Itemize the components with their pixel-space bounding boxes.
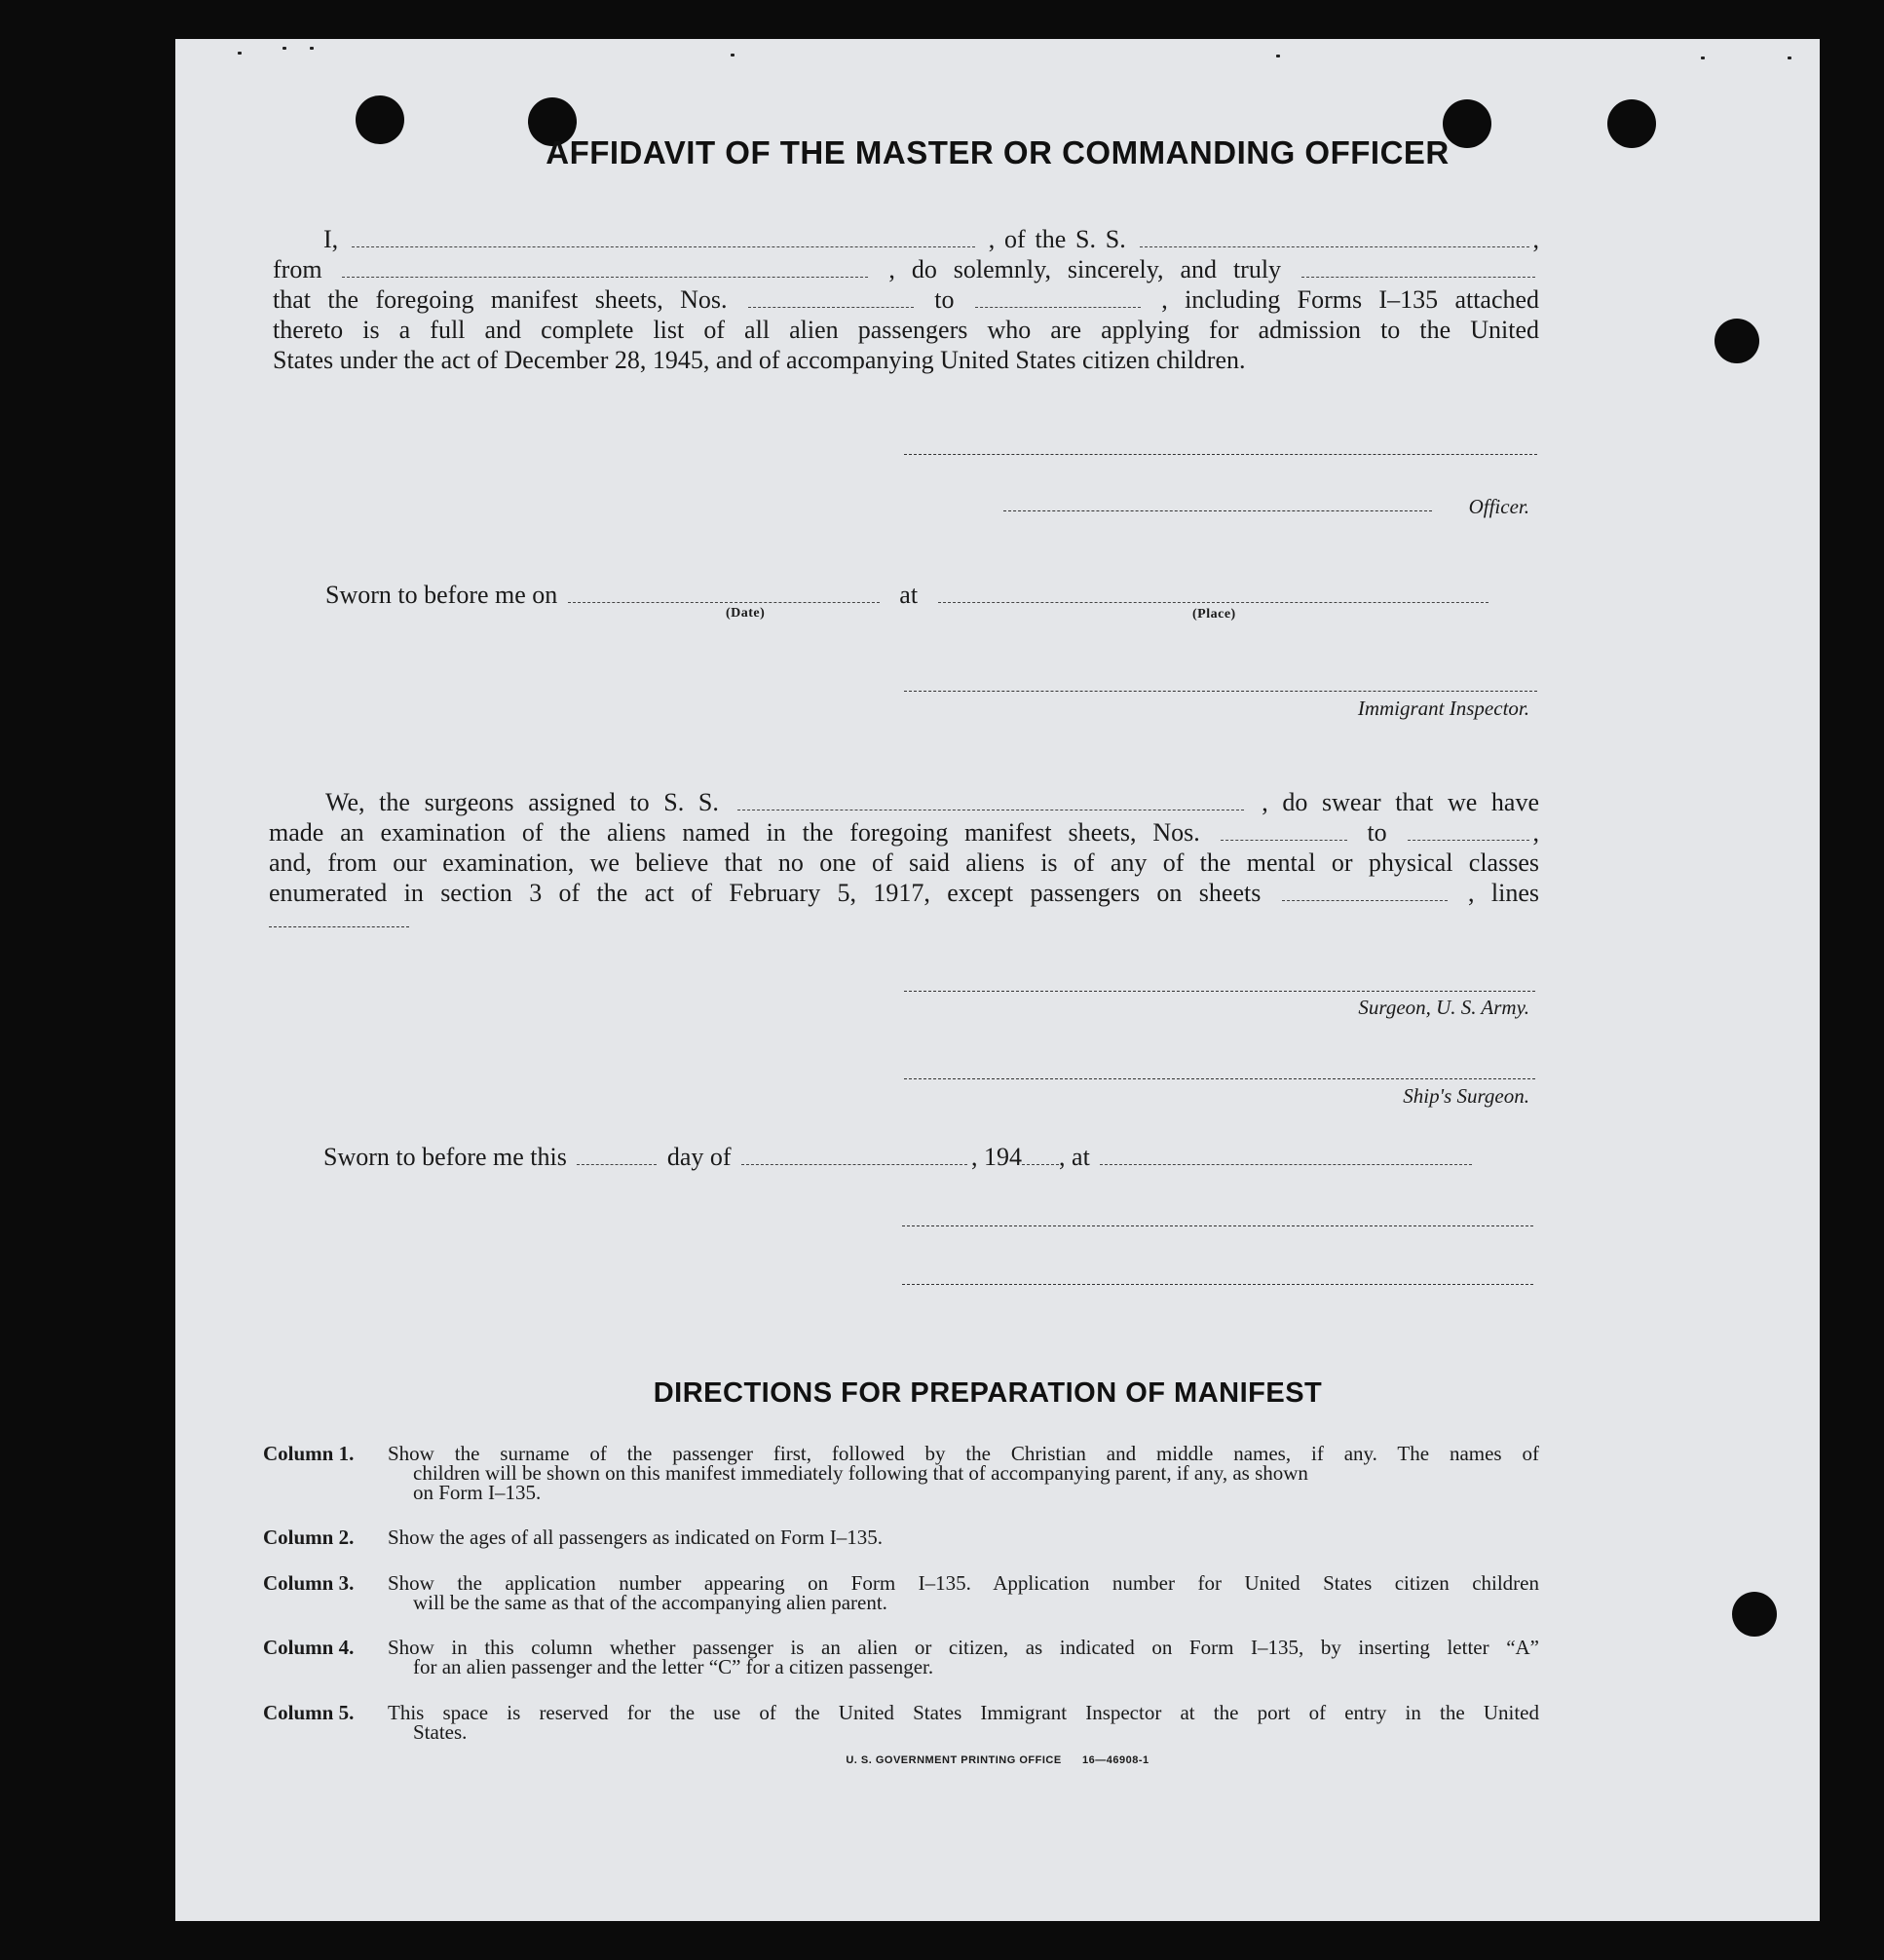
officer-signature-line-1[interactable] bbox=[904, 453, 1537, 455]
affidavit-line-3 bbox=[273, 284, 1539, 315]
affidavit-line-2 bbox=[273, 254, 1539, 284]
affidavit-title: AFFIDAVIT OF THE MASTER OR COMMANDING OFFICER bbox=[546, 134, 1450, 170]
text: , bbox=[1532, 818, 1540, 847]
sheet-to-blank[interactable] bbox=[975, 289, 1141, 308]
column-label: Column 4. bbox=[263, 1636, 355, 1659]
inspector-signature-line[interactable] bbox=[904, 690, 1537, 692]
column-text-line: Show the surname of the passenger first, followed by the Christian and middle names, if any. The names of bbox=[388, 1442, 1539, 1465]
column-text bbox=[388, 1703, 1539, 1742]
affidavit-line-4: thereto is a full and complete list of all alien passengers who are applying for admission to the United bbox=[273, 316, 1539, 344]
text: , do swear that we have bbox=[1262, 788, 1540, 816]
column-label: Column 1. bbox=[263, 1442, 355, 1465]
text: Sworn to before me on bbox=[325, 581, 558, 609]
text: I, bbox=[323, 225, 339, 253]
text: , bbox=[1532, 225, 1540, 253]
text: at bbox=[899, 581, 919, 609]
column-text-line: Show in this column whether passenger is an alien or citizen, as indicated on Form I–135, by inserting letter “A” bbox=[388, 1636, 1539, 1659]
text: to bbox=[1367, 818, 1387, 847]
speck bbox=[1788, 57, 1791, 59]
name-blank[interactable] bbox=[352, 229, 975, 247]
column-text bbox=[388, 1573, 1539, 1612]
sworn-line-2 bbox=[323, 1142, 1539, 1172]
column-text bbox=[388, 1444, 1539, 1502]
text: , 194 bbox=[971, 1143, 1023, 1171]
except-sheets-blank[interactable] bbox=[1282, 883, 1448, 901]
column-text bbox=[388, 1638, 1539, 1677]
affidavit-line-5: States under the act of December 28, 1945, and of accompanying United States citizen children. bbox=[273, 346, 1246, 374]
punch-hole bbox=[1732, 1592, 1777, 1637]
printing-office-footer: U. S. GOVERNMENT PRINTING OFFICE 16—46908-1 bbox=[846, 1754, 1149, 1766]
surgeons-line-3: and, from our examination, we believe that no one of said aliens is of any of the mental or physical classes bbox=[269, 848, 1539, 877]
surgeons-line-4 bbox=[269, 878, 1539, 908]
text: from bbox=[273, 255, 322, 283]
speck bbox=[1276, 55, 1280, 57]
speck bbox=[310, 47, 314, 50]
text: We, the surgeons assigned to S. S. bbox=[325, 788, 719, 816]
column-text-line: on Form I–135. bbox=[413, 1481, 542, 1504]
column-label: Column 5. bbox=[263, 1701, 355, 1724]
column-label: Column 2. bbox=[263, 1526, 355, 1549]
text: to bbox=[934, 285, 955, 314]
surgeons-line-1 bbox=[325, 787, 1539, 817]
punch-hole bbox=[1714, 319, 1759, 363]
text: , do solemnly, sincerely, and truly bbox=[888, 255, 1282, 283]
column-text-line: Show the application number appearing on Form I–135. Application number for United States citizen children bbox=[388, 1571, 1539, 1595]
day-blank[interactable] bbox=[577, 1147, 657, 1165]
speck bbox=[238, 52, 242, 55]
text: made an examination of the aliens named in the foregoing manifest sheets, Nos. bbox=[269, 818, 1200, 847]
army-surgeon-signature-line[interactable] bbox=[904, 990, 1535, 992]
column-text-line: children will be shown on this manifest immediately following that of accompanying parent, if any, as shown bbox=[413, 1461, 1308, 1485]
text: , including Forms I–135 attached bbox=[1161, 285, 1540, 314]
ship-surgeon-label: Ship's Surgeon. bbox=[1403, 1084, 1529, 1108]
place-blank[interactable] bbox=[938, 584, 1488, 603]
column-text-line: This space is reserved for the use of the United States Immigrant Inspector at the port of entry in the United bbox=[388, 1701, 1539, 1724]
surgeon-ship-blank[interactable] bbox=[737, 792, 1244, 810]
ship-blank[interactable] bbox=[1140, 229, 1529, 247]
officer-label: Officer. bbox=[1468, 495, 1529, 518]
surgeons-line-2 bbox=[269, 817, 1539, 848]
lines-blank[interactable] bbox=[269, 925, 409, 927]
from-blank[interactable] bbox=[342, 259, 868, 278]
speck bbox=[1701, 57, 1705, 59]
text: , of the S. S. bbox=[988, 225, 1126, 253]
text: , at bbox=[1059, 1143, 1090, 1171]
column-text-line: will be the same as that of the accompanying alien parent. bbox=[413, 1591, 887, 1614]
at-place-blank[interactable] bbox=[1100, 1147, 1472, 1165]
text: Sworn to before me this bbox=[323, 1143, 567, 1171]
surgeon-sheet-from-blank[interactable] bbox=[1221, 822, 1347, 841]
date-blank[interactable] bbox=[568, 584, 880, 603]
affidavit-line-1 bbox=[323, 224, 1539, 254]
army-surgeon-label: Surgeon, U. S. Army. bbox=[1358, 996, 1529, 1019]
officer-signature-line-2[interactable] bbox=[1003, 509, 1432, 511]
sworn-signature-line-2[interactable] bbox=[902, 1283, 1533, 1285]
speck bbox=[731, 54, 735, 57]
sworn-signature-line-1[interactable] bbox=[902, 1225, 1533, 1226]
date-caption: (Date) bbox=[726, 606, 766, 621]
speck bbox=[283, 47, 286, 50]
month-blank[interactable] bbox=[741, 1147, 967, 1165]
year-blank[interactable] bbox=[1022, 1147, 1059, 1165]
column-text-line: for an alien passenger and the letter “C” for a citizen passenger. bbox=[413, 1655, 934, 1678]
ship-surgeon-signature-line[interactable] bbox=[904, 1077, 1535, 1079]
form-page bbox=[175, 39, 1820, 1921]
column-label: Column 3. bbox=[263, 1571, 355, 1595]
inspector-label: Immigrant Inspector. bbox=[1357, 697, 1529, 720]
column-text bbox=[388, 1527, 1539, 1547]
oath-blank[interactable] bbox=[1301, 259, 1535, 278]
text: enumerated in section 3 of the act of February 5, 1917, except passengers on sheets bbox=[269, 879, 1262, 907]
place-caption: (Place) bbox=[1192, 607, 1236, 622]
surgeon-sheet-to-blank[interactable] bbox=[1408, 822, 1529, 841]
directions-title: DIRECTIONS FOR PREPARATION OF MANIFEST bbox=[653, 1377, 1323, 1409]
sheet-from-blank[interactable] bbox=[748, 289, 914, 308]
column-text-line: States. bbox=[413, 1720, 468, 1744]
text: , lines bbox=[1468, 879, 1540, 907]
column-text-line: Show the ages of all passengers as indicated on Form I–135. bbox=[388, 1526, 883, 1549]
text: day of bbox=[666, 1143, 732, 1171]
text: that the foregoing manifest sheets, Nos. bbox=[273, 285, 728, 314]
sworn-line-1 bbox=[325, 580, 1539, 610]
